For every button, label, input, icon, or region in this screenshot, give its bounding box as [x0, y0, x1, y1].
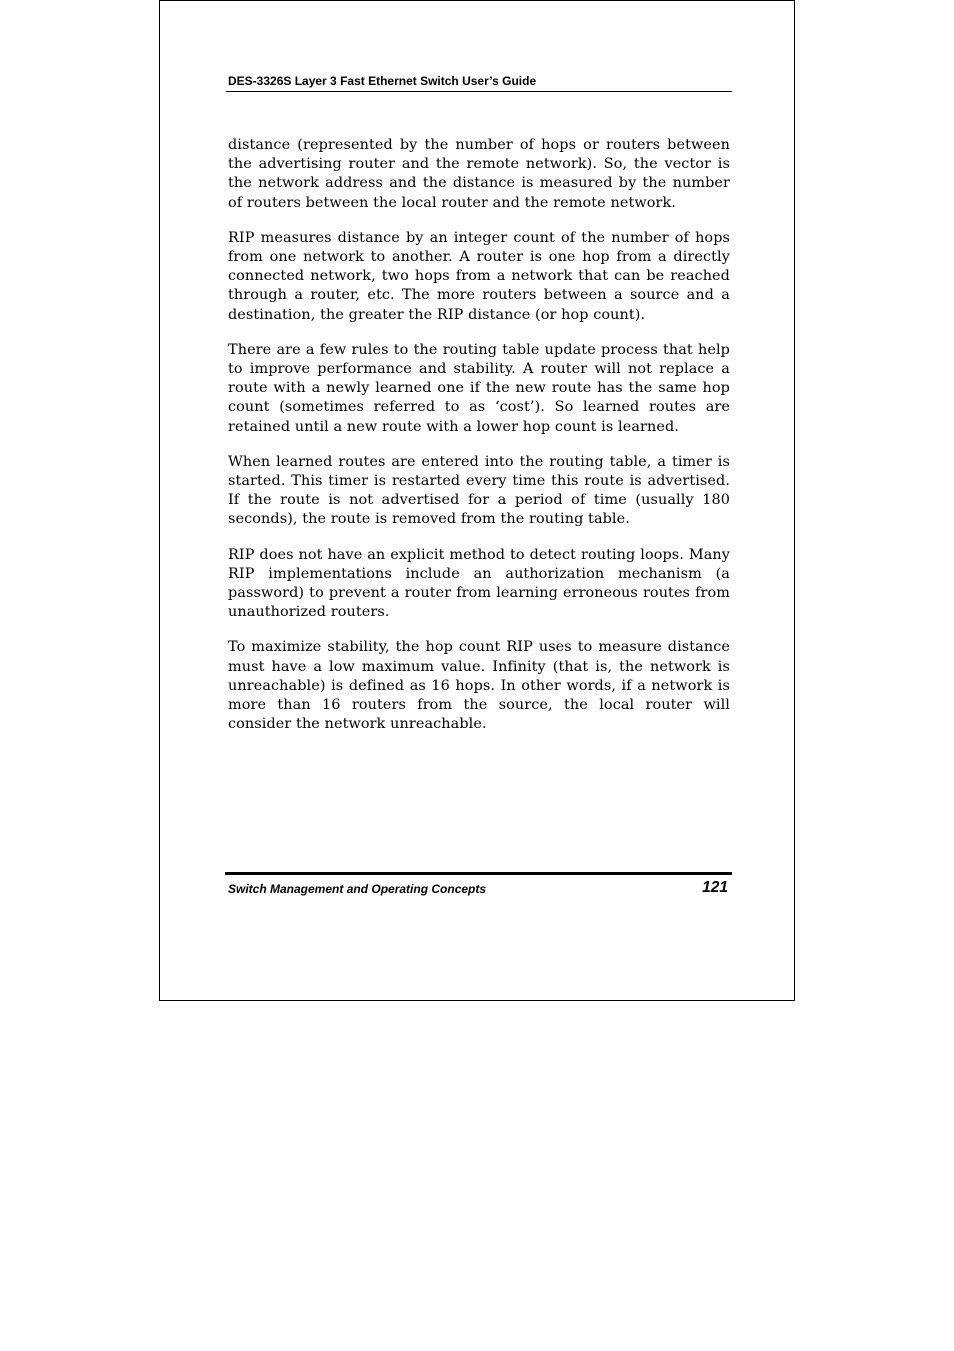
footer-section-title: Switch Management and Operating Concepts [228, 882, 487, 896]
header-rule [226, 91, 732, 92]
running-header: DES-3326S Layer 3 Fast Ethernet Switch User’s Guide [228, 74, 537, 88]
body-text [228, 136, 730, 750]
paragraph-4: When learned routes are entered into the routing table, a timer is started. This timer is restarted every time this route is advertised. If the route is not advertised for a period of time (usually 180 seconds), the route is removed from the routing table. [228, 453, 730, 528]
paragraph-5: RIP does not have an explicit method to detect routing loops. Many RIP implementations include an authorization mechanism (a password) to prevent a router from learning erroneous routes from unauthorized routers. [228, 546, 730, 621]
paragraph-1: distance (represented by the number of hops or routers between the advertising router and the remote network). So, the vector is the network address and the distance is measured by the number of routers between the local router and the remote network. [228, 137, 730, 211]
paragraph-3: There are a few rules to the routing table update process that help to improve performance and stability. A router will not replace a route with a newly learned one if the new route has the same hop count (sometimes referred to as ‘cost’). So learned routes are retained until a new route with a lower hop count is learned. [228, 341, 730, 435]
paragraph-2: RIP measures distance by an integer count of the number of hops from one network to another. A router is one hop from a directly connected network, two hops from a network that can be reached through a router, etc. The more routers between a source and a destination, the greater the RIP distance (or hop count). [228, 229, 730, 323]
paragraph-6: To maximize stability, the hop count RIP uses to measure distance must have a low maximum value. Infinity (that is, the network is unreachable) is defined as 16 hops. In other words, if a network is more than 16 routers from the source, the local router will consider the network unreachable. [228, 639, 730, 733]
footer-rule [225, 872, 732, 875]
page-number: 121 [702, 879, 728, 896]
